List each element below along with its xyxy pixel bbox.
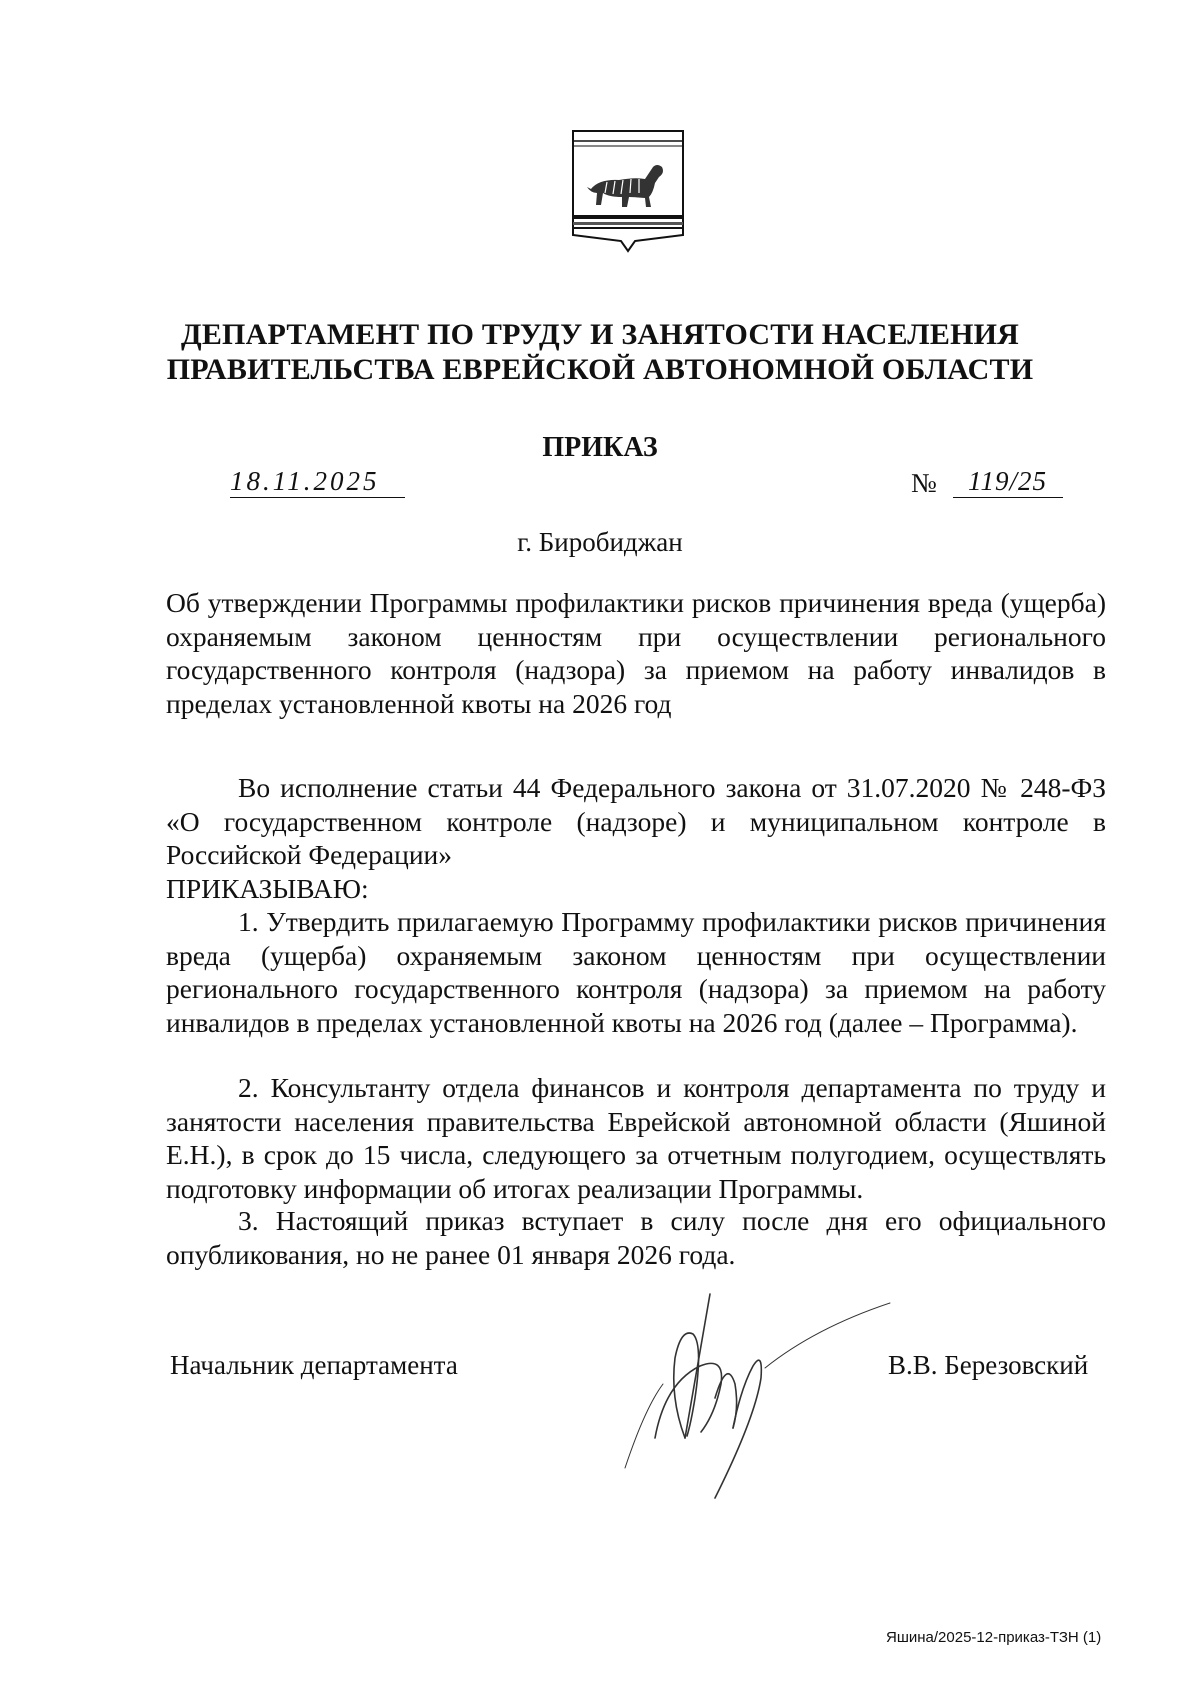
order-item-3: 3. Настоящий приказ вступает в силу после дня его официального опубликования, но не ранее 01 января 2026 года. <box>166 1205 1106 1270</box>
department-name-line1: ДЕПАРТАМЕНТ ПО ТРУДУ И ЗАНЯТОСТИ НАСЕЛЕНИЯ <box>181 318 1019 351</box>
order-number: 119/25 <box>968 466 1047 496</box>
order-subject: Об утверждении Программы профилактики рисков причинения вреда (ущерба) охраняемым законом ценностям при осуществлении регионального государственного контроля (надзора) за приемом на работу инвалидов в пределах установленной квоты на 2026 год <box>166 587 1106 719</box>
orders-word: ПРИКАЗЫВАЮ: <box>166 873 369 904</box>
handwritten-signature-icon <box>615 1288 895 1518</box>
preamble-paragraph: Во исполнение статьи 44 Федерального закона от 31.07.2020 № 248-ФЗ «О государственном контроле (надзоре) и муниципальном контроле в Российской Федерации» <box>166 772 1106 870</box>
footer-file-reference: Яшина/2025-12-приказ-ТЗН (1) <box>886 1629 1102 1646</box>
order-number-label: № <box>911 468 937 498</box>
order-item-2: 2. Консультанту отдела финансов и контроля департамента по труду и занятости населения правительства Еврейской автономной области (Яшиной Е.Н.), в срок до 15 числа, следующего за отчетным полугодием, осуществлять подготовку информации об итогах реализации Программы. <box>166 1072 1106 1204</box>
city-name: г. Биробиджан <box>517 527 683 557</box>
date-underline <box>230 497 405 498</box>
order-date: 18.11.2025 <box>230 466 380 496</box>
signer-position: Начальник департамента <box>170 1350 458 1380</box>
document-type-title: ПРИКАЗ <box>542 432 658 463</box>
department-name-line2: ПРАВИТЕЛЬСТВА ЕВРЕЙСКОЙ АВТОНОМНОЙ ОБЛАСТИ <box>166 353 1034 386</box>
signer-name: В.В. Березовский <box>888 1350 1089 1380</box>
number-underline <box>953 497 1063 498</box>
coat-of-arms-tiger-icon <box>569 127 687 255</box>
order-item-1: 1. Утвердить прилагаемую Программу профилактики рисков причинения вреда (ущерба) охраняемым законом ценностям при осуществлении регионального государственного контроля (надзора) за приемом на работу инвалидов в пределах установленной квоты на 2026 год (далее – Программа). <box>166 906 1106 1038</box>
